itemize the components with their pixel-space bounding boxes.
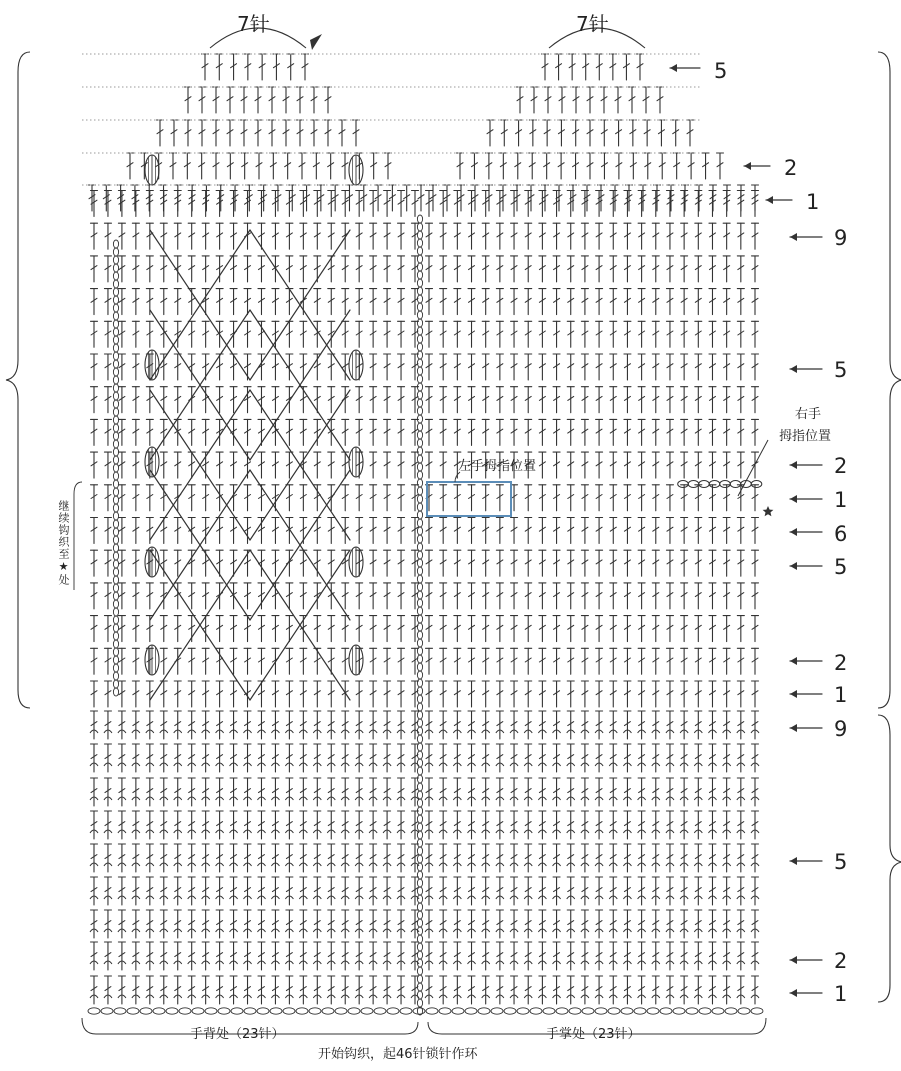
row-marker: 5 (834, 850, 848, 874)
foundation-chain (426, 1008, 438, 1014)
join-chain (417, 607, 422, 615)
join-chain (417, 239, 422, 247)
foundation-chain (634, 1008, 646, 1014)
top-right-stitch-count: 7针 (576, 12, 609, 36)
foundation-chain (556, 1008, 568, 1014)
foundation-chain (244, 1008, 256, 1014)
join-chain (417, 695, 422, 703)
edge-chain (113, 408, 118, 416)
foundation-chain (309, 1008, 321, 1014)
foundation-chain (374, 1008, 386, 1014)
join-chain (417, 455, 422, 463)
row-marker: 1 (806, 190, 820, 214)
edge-chain (113, 400, 118, 408)
thumb-leader (738, 440, 768, 496)
join-chain (417, 255, 422, 263)
edge-chain (113, 288, 118, 296)
edge-chain (113, 392, 118, 400)
join-chain (417, 439, 422, 447)
foundation-chain (361, 1008, 373, 1014)
start-arrow-icon (310, 34, 322, 50)
arrow-head-icon (790, 495, 797, 503)
join-chain (417, 303, 422, 311)
join-chain (417, 887, 422, 895)
foundation-chain (335, 1008, 347, 1014)
join-chain (417, 823, 422, 831)
foundation-chain (101, 1008, 113, 1014)
join-chain (417, 871, 422, 879)
edge-chain (113, 480, 118, 488)
join-chain (417, 639, 422, 647)
thumb-chain (688, 481, 699, 488)
join-chain (417, 231, 422, 239)
foundation-chain (218, 1008, 230, 1014)
foundation-chain (712, 1008, 724, 1014)
foundation-chain (413, 1008, 425, 1014)
row-marker: 9 (834, 226, 848, 250)
edge-chain (113, 624, 118, 632)
foundation-chain (296, 1008, 308, 1014)
join-chain (417, 943, 422, 951)
join-chain (417, 263, 422, 271)
edge-chain (113, 472, 118, 480)
thumb-chain (709, 481, 720, 488)
join-chain (417, 215, 422, 223)
star-icon (763, 506, 774, 516)
edge-chain (113, 384, 118, 392)
join-chain (417, 879, 422, 887)
edge-chain (113, 344, 118, 352)
edge-chain (113, 496, 118, 504)
join-chain (417, 487, 422, 495)
foundation-chain (660, 1008, 672, 1014)
join-chain (417, 359, 422, 367)
foundation-chain (439, 1008, 451, 1014)
join-chain (417, 911, 422, 919)
edge-chain (113, 448, 118, 456)
join-chain (417, 399, 422, 407)
edge-chain (113, 416, 118, 424)
foundation-chain (179, 1008, 191, 1014)
foundation-chain (205, 1008, 217, 1014)
join-chain (417, 447, 422, 455)
edge-chain (113, 592, 118, 600)
foundation-chain (270, 1008, 282, 1014)
join-chain (417, 503, 422, 511)
foundation-chain (608, 1008, 620, 1014)
foundation-chain (153, 1008, 165, 1014)
palm-label: 手掌处（23针） (546, 1027, 641, 1042)
edge-chain (113, 272, 118, 280)
row-marker: 2 (834, 949, 848, 973)
edge-chain (113, 368, 118, 376)
row-marker: 1 (834, 982, 848, 1006)
join-chain (417, 735, 422, 743)
join-chain (417, 535, 422, 543)
arrow-head-icon (790, 956, 797, 964)
foundation-chain (504, 1008, 516, 1014)
edge-chain (113, 544, 118, 552)
join-chain (417, 367, 422, 375)
edge-chain (113, 688, 118, 696)
join-chain (417, 431, 422, 439)
row-marker: 5 (834, 555, 848, 579)
join-chain (417, 287, 422, 295)
join-chain (417, 791, 422, 799)
edge-chain (113, 312, 118, 320)
foundation-chain (283, 1008, 295, 1014)
edge-chain (113, 640, 118, 648)
join-chain (417, 495, 422, 503)
thumb-chain (751, 481, 762, 488)
arrow-head-icon (790, 989, 797, 997)
edge-chain (113, 648, 118, 656)
edge-chain (113, 248, 118, 256)
foundation-chain (322, 1008, 334, 1014)
join-chain (417, 391, 422, 399)
join-chain (417, 543, 422, 551)
foundation-chain (478, 1008, 490, 1014)
right-brace-lower (878, 715, 901, 1002)
join-chain (417, 903, 422, 911)
foundation-chain (465, 1008, 477, 1014)
join-chain (417, 839, 422, 847)
foundation-chain (543, 1008, 555, 1014)
arrow-head-icon (790, 690, 797, 698)
edge-chain (113, 456, 118, 464)
join-chain (417, 559, 422, 567)
edge-chain (113, 568, 118, 576)
join-chain (417, 551, 422, 559)
join-chain (417, 623, 422, 631)
foundation-chain (231, 1008, 243, 1014)
join-chain (417, 855, 422, 863)
foundation-chain (348, 1008, 360, 1014)
foundation-chain (647, 1008, 659, 1014)
join-chain (417, 799, 422, 807)
continue-note-line (74, 482, 82, 590)
row-marker: 6 (834, 522, 848, 546)
join-chain (417, 655, 422, 663)
edge-chain (113, 432, 118, 440)
join-chain (417, 343, 422, 351)
edge-chain (113, 320, 118, 328)
thumb-chain (730, 481, 741, 488)
join-chain (417, 727, 422, 735)
join-chain (417, 527, 422, 535)
join-chain (417, 831, 422, 839)
edge-chain (113, 256, 118, 264)
join-chain (417, 583, 422, 591)
arrow-head-icon (670, 64, 677, 72)
edge-chain (113, 520, 118, 528)
edge-chain (113, 560, 118, 568)
foundation-chain (621, 1008, 633, 1014)
join-chain (417, 863, 422, 871)
edge-chain (113, 536, 118, 544)
edge-chain (113, 504, 118, 512)
join-chain (417, 575, 422, 583)
foundation-chain (686, 1008, 698, 1014)
thumb-chain (678, 481, 689, 488)
edge-chain (113, 264, 118, 272)
foundation-chain (452, 1008, 464, 1014)
edge-chain (113, 512, 118, 520)
row-marker: 5 (834, 358, 848, 382)
edge-chain (113, 424, 118, 432)
row-marker: 2 (834, 454, 848, 478)
edge-chain (113, 680, 118, 688)
join-chain (417, 671, 422, 679)
join-chain (417, 567, 422, 575)
join-chain (417, 479, 422, 487)
row-marker: 5 (714, 59, 728, 83)
edge-chain (113, 488, 118, 496)
join-chain (417, 919, 422, 927)
edge-chain (113, 336, 118, 344)
join-chain (417, 991, 422, 999)
foundation-chain (725, 1008, 737, 1014)
continue-note: 继续钩织至★处 (57, 500, 70, 586)
foundation-chain (192, 1008, 204, 1014)
edge-chain (113, 464, 118, 472)
join-chain (417, 967, 422, 975)
join-chain (417, 311, 422, 319)
edge-chain (113, 584, 118, 592)
foundation-chain (699, 1008, 711, 1014)
foundation-chain (673, 1008, 685, 1014)
join-chain (417, 783, 422, 791)
arrow-head-icon (790, 233, 797, 241)
join-chain (417, 663, 422, 671)
join-chain (417, 375, 422, 383)
join-chain (417, 471, 422, 479)
join-chain (417, 743, 422, 751)
foundation-chain (387, 1008, 399, 1014)
join-chain (417, 295, 422, 303)
foundation-chain (751, 1008, 763, 1014)
edge-chain (113, 632, 118, 640)
join-chain (417, 463, 422, 471)
join-chain (417, 335, 422, 343)
join-chain (417, 815, 422, 823)
join-chain (417, 591, 422, 599)
edge-chain (113, 600, 118, 608)
arrow-head-icon (766, 196, 773, 204)
edge-chain (113, 672, 118, 680)
edge-chain (113, 552, 118, 560)
row-marker: 2 (784, 156, 798, 180)
row-marker: 2 (834, 651, 848, 675)
foundation-chain (582, 1008, 594, 1014)
foundation-chain (491, 1008, 503, 1014)
arrow-head-icon (790, 724, 797, 732)
row-marker: 1 (834, 488, 848, 512)
join-chain (417, 247, 422, 255)
foundation-chain (140, 1008, 152, 1014)
join-chain (417, 759, 422, 767)
foundation-chain (257, 1008, 269, 1014)
join-chain (417, 951, 422, 959)
join-chain (417, 767, 422, 775)
arrow-head-icon (790, 657, 797, 665)
row-marker: 1 (834, 683, 848, 707)
edge-chain (113, 528, 118, 536)
edge-chain (113, 376, 118, 384)
edge-chain (113, 576, 118, 584)
join-chain (417, 423, 422, 431)
join-chain (417, 719, 422, 727)
thumb-chain (720, 481, 731, 488)
edge-chain (113, 664, 118, 672)
join-chain (417, 703, 422, 711)
row-marker: 9 (834, 717, 848, 741)
right-thumb-label: 右手 (795, 407, 822, 422)
join-chain (417, 647, 422, 655)
join-chain (417, 271, 422, 279)
join-chain (417, 407, 422, 415)
foundation-chain (114, 1008, 126, 1014)
join-chain (417, 999, 422, 1007)
edge-chain (113, 608, 118, 616)
back-hand-label: 手背处（23针） (190, 1027, 285, 1042)
left-thumb-box (427, 482, 511, 516)
right-thumb-label-2: 拇指位置 (779, 429, 832, 444)
edge-chain (113, 656, 118, 664)
foundation-chain (166, 1008, 178, 1014)
left-thumb-label: 左手拇指位置 (458, 459, 537, 474)
edge-chain (113, 360, 118, 368)
thumb-chain (699, 481, 710, 488)
edge-chain (113, 240, 118, 248)
arrow-head-icon (790, 365, 797, 373)
join-chain (417, 711, 422, 719)
arrow-head-icon (790, 461, 797, 469)
foundation-chain (400, 1008, 412, 1014)
join-chain (417, 319, 422, 327)
join-chain (417, 279, 422, 287)
foundation-chain (595, 1008, 607, 1014)
join-chain (417, 679, 422, 687)
arrow-head-icon (790, 528, 797, 536)
join-chain (417, 847, 422, 855)
foundation-chain (517, 1008, 529, 1014)
edge-chain (113, 352, 118, 360)
start-note: 开始钩织，起46针锁针作环 (318, 1047, 478, 1062)
join-chain (417, 615, 422, 623)
edge-chain (113, 440, 118, 448)
join-chain (417, 511, 422, 519)
join-chain (417, 895, 422, 903)
edge-chain (113, 616, 118, 624)
foundation-chain (569, 1008, 581, 1014)
foundation-chain (738, 1008, 750, 1014)
edge-chain (113, 296, 118, 304)
edge-chain (113, 328, 118, 336)
arrow-head-icon (790, 857, 797, 865)
join-chain (417, 223, 422, 231)
join-chain (417, 519, 422, 527)
edge-chain (113, 280, 118, 288)
right-brace-upper (878, 52, 901, 708)
join-chain (417, 935, 422, 943)
join-chain (417, 351, 422, 359)
join-chain (417, 775, 422, 783)
join-chain (417, 599, 422, 607)
foundation-chain (127, 1008, 139, 1014)
arrow-head-icon (790, 562, 797, 570)
top-left-stitch-count: 7针 (237, 12, 270, 36)
arrow-head-icon (744, 162, 751, 170)
foundation-chain (530, 1008, 542, 1014)
edge-chain (113, 304, 118, 312)
left-brace (6, 52, 30, 708)
join-chain (417, 631, 422, 639)
join-chain (417, 975, 422, 983)
foundation-chain (88, 1008, 100, 1014)
